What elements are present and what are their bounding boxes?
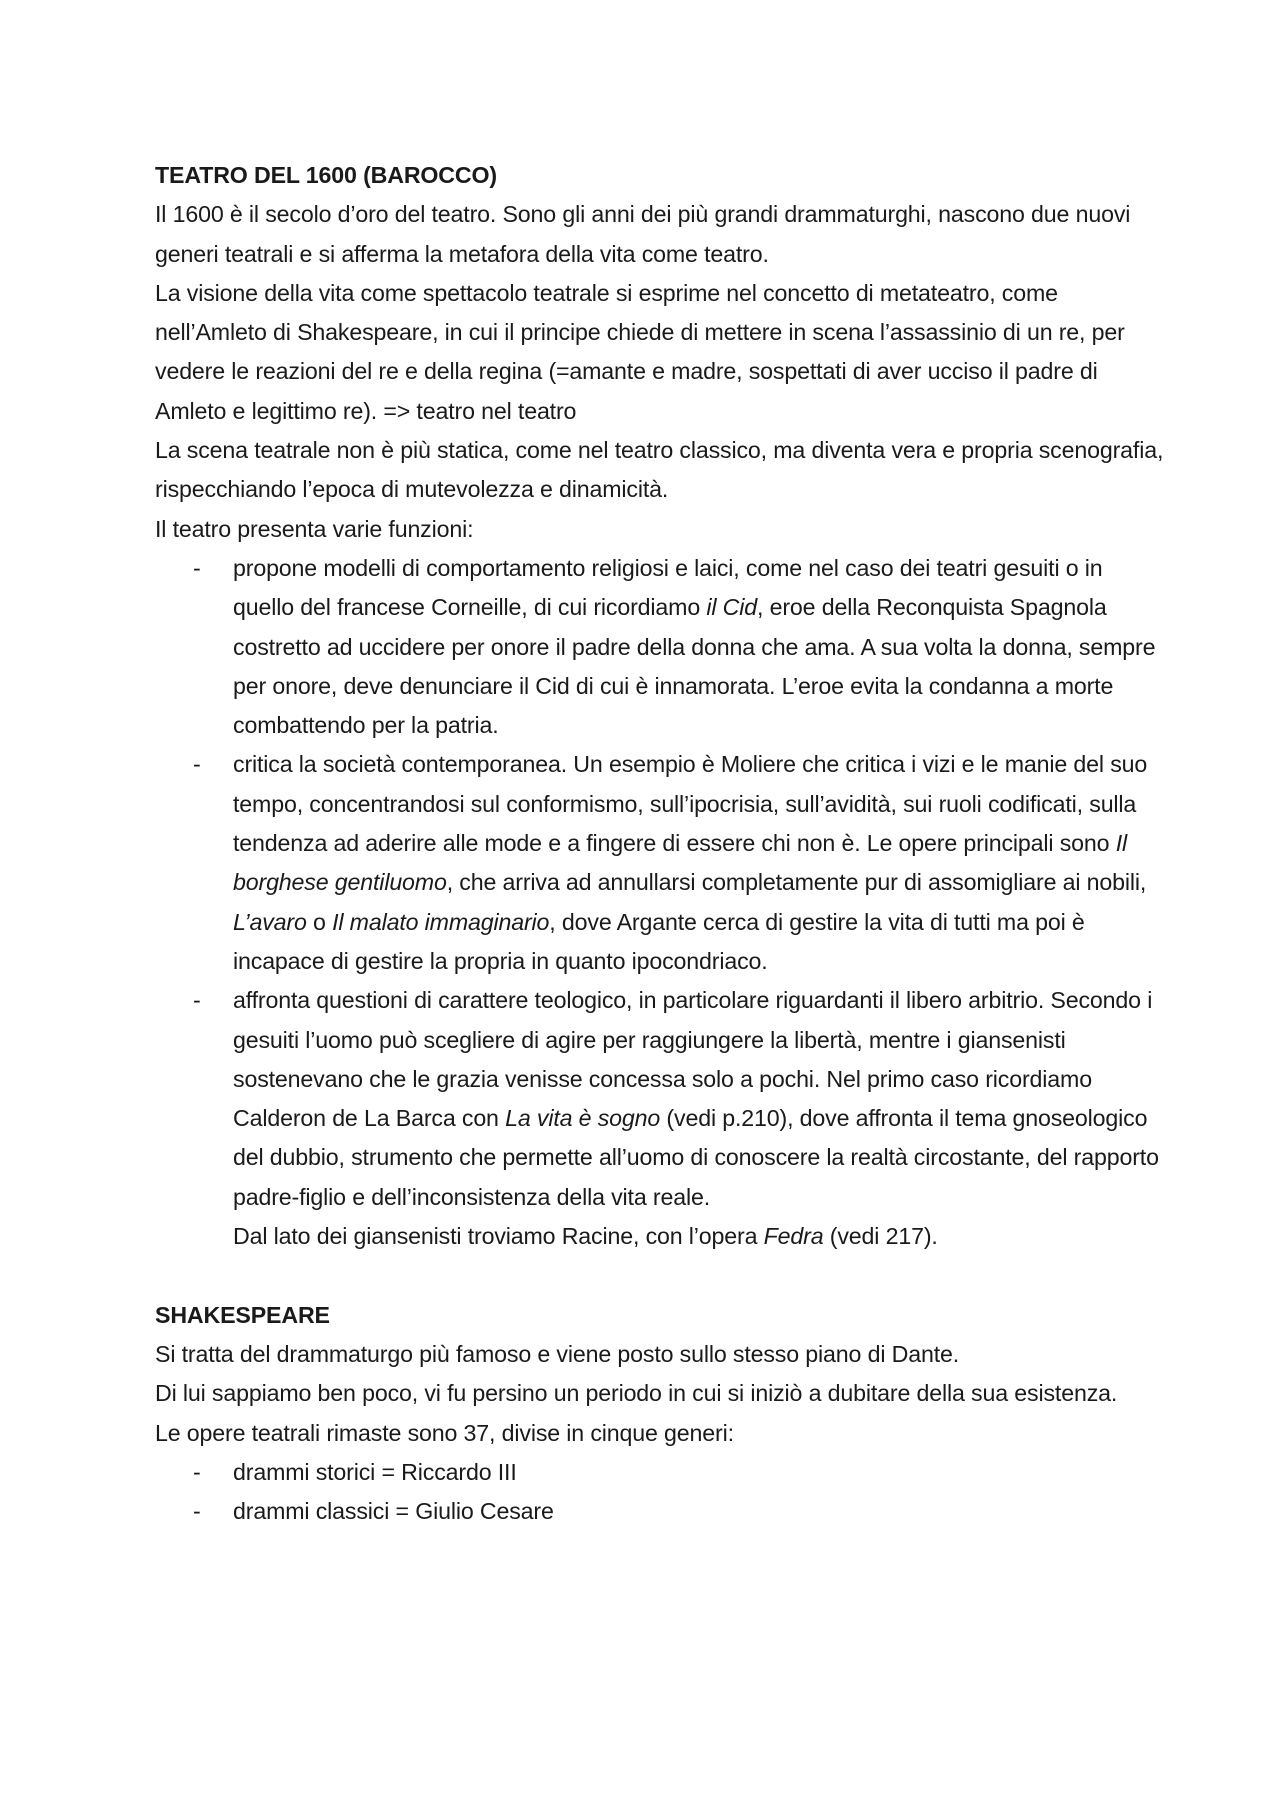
list-item: - drammi classici = Giulio Cesare [155,1492,1165,1531]
section-title-shakespeare: SHAKESPEARE [155,1301,330,1328]
shakespeare-paragraph: Di lui sappiamo ben poco, vi fu persino un periodo in cui si iniziò a dubitare della sua esistenza. [155,1380,1118,1407]
work-title: Il malato immaginario [332,908,550,935]
bullet-dash: - [193,1458,201,1485]
work-title: L’avaro [233,908,307,935]
metateatro-paragraph: La visione della vita come spettacolo teatrale si esprime nel concetto di metateatro, come nell’Amleto di Shakespeare, in cui il principe chiede di mettere in scena l’assassinio di un re, per vedere le reazioni del re e della regina (=amante e madre, sospettati di aver ucciso il padre di Amleto e legittimo re). => teatro nel teatro [155,279,1125,424]
funzioni-intro: Il teatro presenta varie funzioni: [155,515,474,542]
document-content [155,156,1165,1531]
list-item: - propone modelli di comportamento religiosi e laici, come nel caso dei teatri gesuiti o in quello del francese Corneille, di cui ricordiamo il Cid, eroe della Reconquista Spagnola costretto ad uccidere per onore il padre della donna che ama. A sua volta la donna, sempre per onore, deve denunciare il Cid di cui è innamorata. L’eroe evita la condanna a morte combattendo per la patria. [155,549,1165,745]
functions-list [155,549,1165,1256]
work-title: il Cid [706,594,758,621]
list-item: - affronta questioni di carattere teologico, in particolare riguardanti il libero arbitrio. Secondo i gesuiti l’uomo può scegliere di agire per raggiungere la libertà, mentre i giansenisti sostenevano che le grazia venisse concessa solo a pochi. Nel primo caso ricordiamo Calderon de La Barca con La vita è sogno (vedi p.210), dove affronta il tema gnoseologico del dubbio, strumento che permette all’uomo di conoscere la realtà circostante, del rapporto padre-figlio e dell’inconsistenza della vita reale. Dal lato dei giansenisti troviamo Racine, con l’opera Fedra (vedi 217). [155,981,1165,1256]
giansenisti-line: Dal lato dei giansenisti troviamo Racine, con l’opera Fedra (vedi 217). [233,1223,938,1250]
bullet-dash: - [193,987,201,1014]
list-item: - drammi storici = Riccardo III [155,1453,1165,1492]
genres-list [155,1453,1165,1532]
intro-paragraph: Il 1600 è il secolo d’oro del teatro. Sono gli anni dei più grandi drammaturghi, nascono due nuovi generi teatrali e si afferma la metafora della vita come teatro. [155,201,1131,267]
bullet-dash: - [193,751,201,778]
shakespeare-paragraph: Si tratta del drammaturgo più famoso e viene posto sullo stesso piano di Dante. [155,1340,960,1367]
bullet-dash: - [193,554,201,581]
work-title: Fedra [763,1223,824,1250]
list-item: - critica la società contemporanea. Un esempio è Moliere che critica i vizi e le manie del suo tempo, concentrandosi sul conformismo, sull’ipocrisia, sull’avidità, sui ruoli codificati, sulla tendenza ad aderire alle mode e a fingere di essere chi non è. Le opere principali sono Il borghese gentiluomo, che arriva ad annullarsi completamente pur di assomigliare ai nobili, L’avaro o Il malato immaginario, dove Argante cerca di gestire la vita di tutti ma poi è incapace di gestire la propria in quanto ipocondriaco. [155,745,1165,981]
shakespeare-paragraph: Le opere teatrali rimaste sono 37, divise in cinque generi: [155,1419,734,1446]
scenografia-paragraph: La scena teatrale non è più statica, come nel teatro classico, ma diventa vera e propria scenografia, rispecchiando l’epoca di mutevolezza e dinamicità. [155,437,1164,503]
work-title: La vita è sogno [505,1105,661,1132]
section-title-teatro: TEATRO DEL 1600 (BAROCCO) [155,162,497,188]
section-spacer [155,1256,1165,1295]
work-title: Il borghese gentiluomo [233,830,1127,896]
bullet-dash: - [193,1498,201,1525]
